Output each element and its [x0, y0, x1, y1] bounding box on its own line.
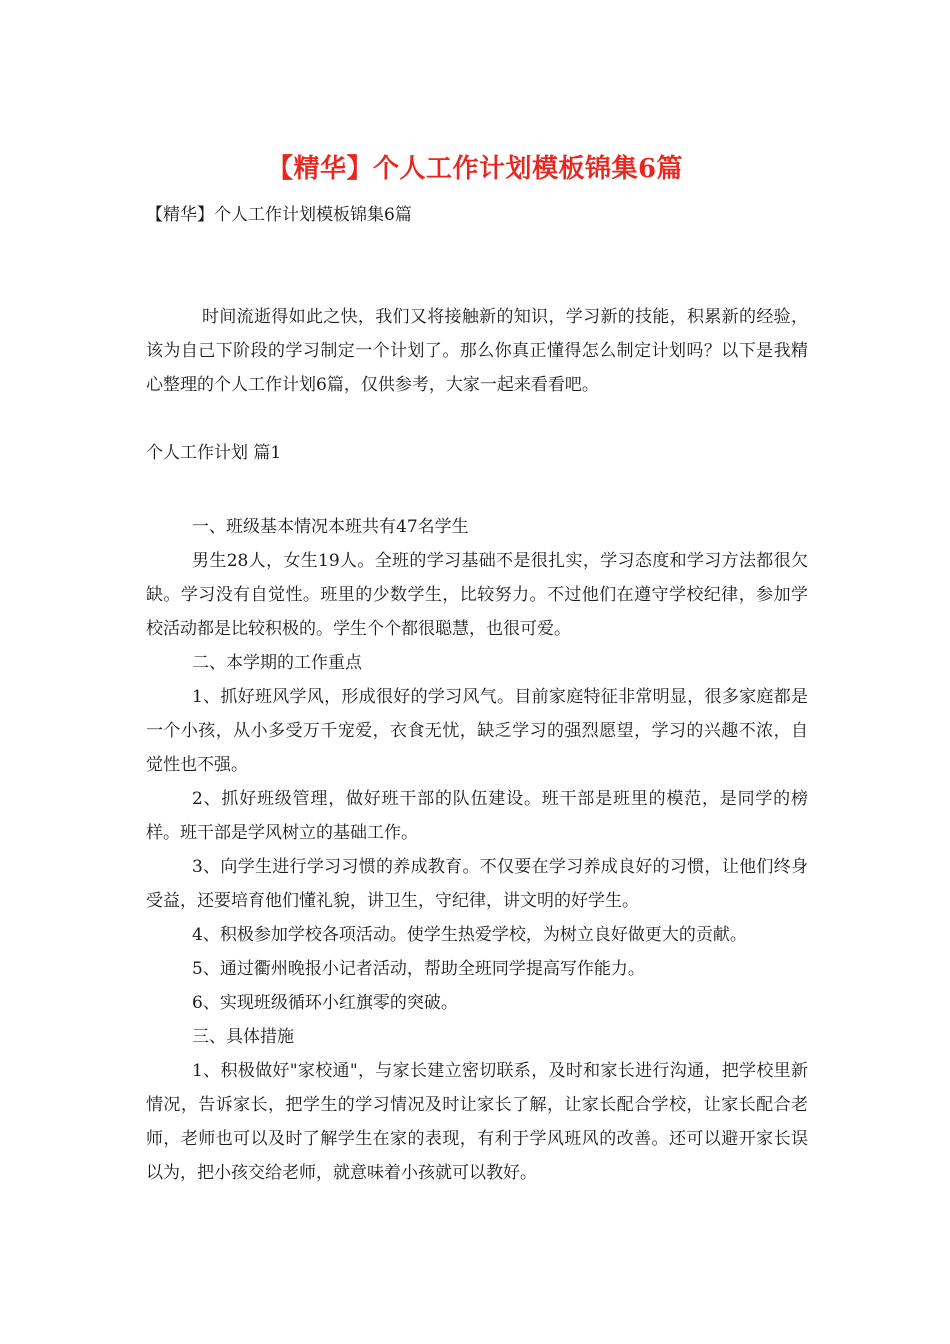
paragraph: 三、具体措施 — [192, 1027, 294, 1047]
section-heading: 个人工作计划 篇1 — [146, 443, 282, 463]
paragraph: 3、向学生进行学习习惯的养成教育。不仅要在学习养成良好的习惯，让他们终身受益，还要培育他们懂礼貌，讲卫生，守纪律，讲文明的好学生。 — [146, 857, 808, 911]
paragraph: 男生28人，女生19人。全班的学习基础不是很扎实，学习态度和学习方法都很欠缺。学习没有自觉性。班里的少数学生，比较努力。不过他们在遵守学校纪律，参加学校活动都是比较积极的。学生个个都很聪慧，也很可爱。 — [146, 551, 808, 639]
document-title: 【精华】个人工作计划模板锦集6篇 — [266, 154, 684, 184]
document-subtitle: 【精华】个人工作计划模板锦集6篇 — [146, 205, 412, 225]
paragraph: 6、实现班级循环小红旗零的突破。 — [192, 993, 458, 1013]
paragraph: 5、通过衢州晚报小记者活动，帮助全班同学提高写作能力。 — [192, 959, 645, 979]
paragraph: 1、抓好班风学风，形成很好的学习风气。目前家庭特征非常明显，很多家庭都是一个小孩，从小多受万千宠爱，衣食无忧，缺乏学习的强烈愿望，学习的兴趣不浓，自觉性也不强。 — [146, 687, 808, 775]
paragraph: 4、积极参加学校各项活动。使学生热爱学校，为树立良好做更大的贡献。 — [192, 925, 747, 945]
paragraph: 一、班级基本情况本班共有47名学生 — [192, 517, 469, 537]
paragraph: 2、抓好班级管理，做好班干部的队伍建设。班干部是班里的模范，是同学的榜样。班干部是学风树立的基础工作。 — [146, 789, 808, 843]
paragraph: 二、本学期的工作重点 — [192, 653, 362, 673]
document-body — [146, 300, 808, 1190]
intro-paragraph: 时间流逝得如此之快，我们又将接触新的知识，学习新的技能，积累新的经验，该为自己下阶段的学习制定一个计划了。那么你真正懂得怎么制定计划吗？以下是我精心整理的个人工作计划6篇，仅供参考，大家一起来看看吧。 — [146, 307, 808, 395]
paragraph: 1、积极做好"家校通"，与家长建立密切联系，及时和家长进行沟通，把学校里新情况，告诉家长，把学生的学习情况及时让家长了解，让家长配合学校，让家长配合老师，老师也可以及时了解学生在家的表现，有利于学风班风的改善。还可以避开家长误以为，把小孩交给老师，就意味着小孩就可以教好。 — [146, 1061, 808, 1183]
